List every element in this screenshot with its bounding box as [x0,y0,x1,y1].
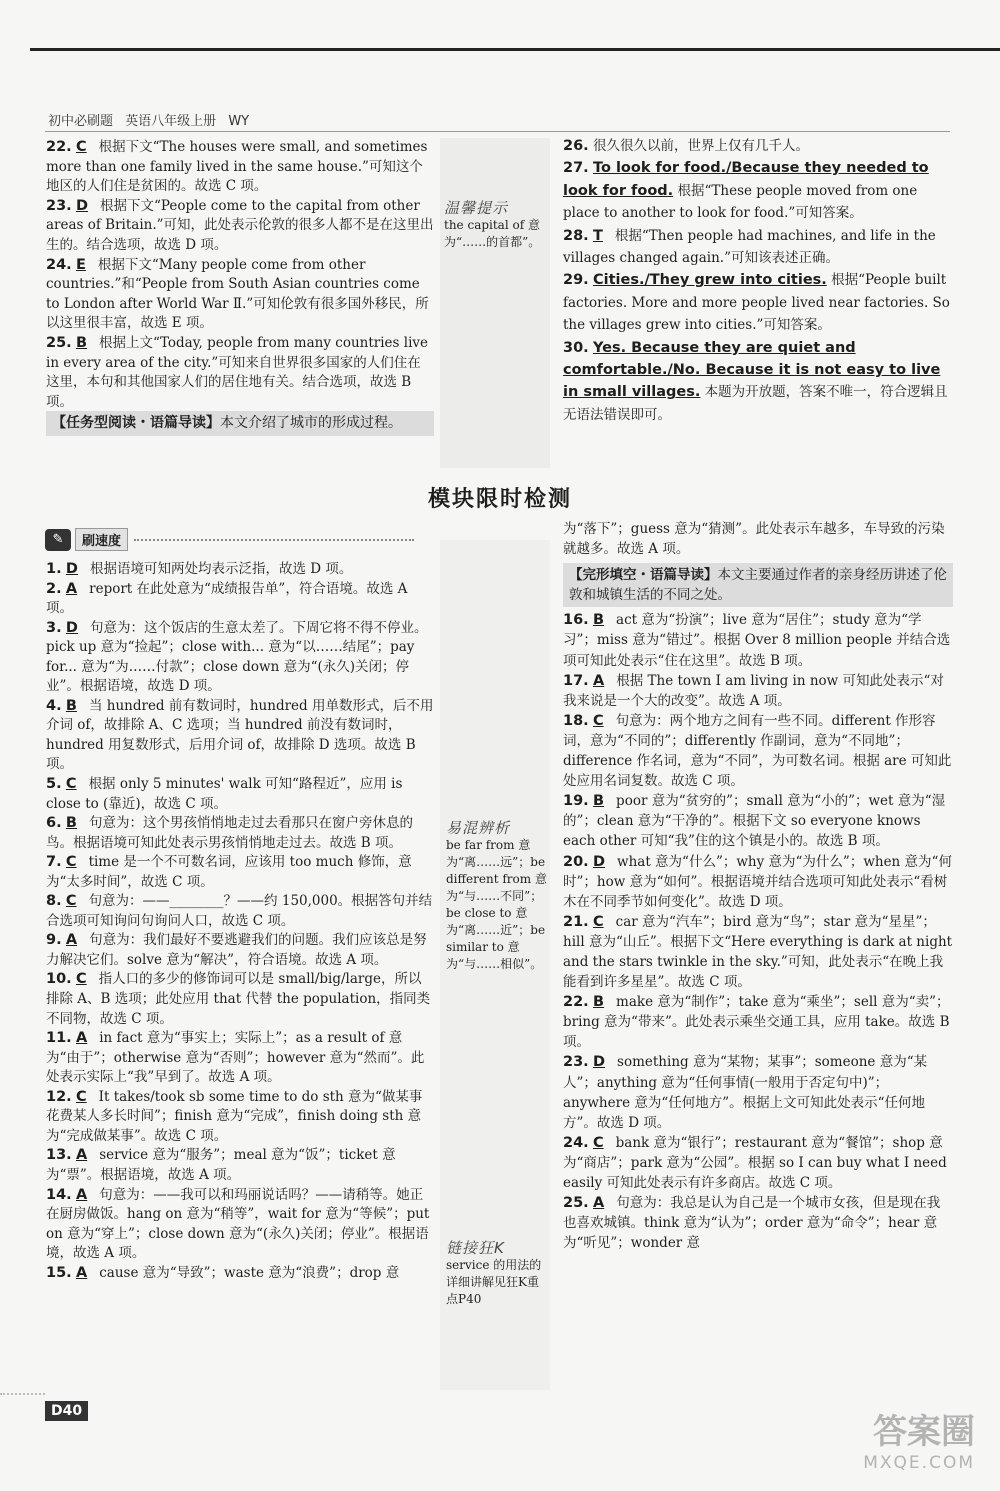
item-answer: D [592,853,606,870]
watermark-logo: 答案圈 [873,1412,975,1452]
item-number: 28. [563,227,589,244]
speed-badge [45,528,414,551]
cloze-guide-label: 【完形填空・语篇导读】 [569,567,718,584]
item-answer: C [65,854,77,871]
reading-guide [46,411,434,436]
item-explanation: in fact 意为“事实上；实际上”；as a result of 意为“由于”；otherwise 意为“否则”；however 意为“然而”。此处表示实际上“我”早到了。故选 A 项。 [46,1030,425,1086]
item-answer: A [592,1195,605,1212]
item-number: 10. [46,971,72,988]
item-answer: C [592,913,604,930]
tip-1 [444,200,546,251]
bottom-dots [0,1393,45,1395]
answer-item [46,853,434,892]
answer-item [563,135,953,157]
item-number: 26. [563,138,589,154]
cloze-guide-text: 本文主要通过作者的亲身经历讲述了伦敦和城镇生活的不同之处。 [569,567,947,604]
item-explanation: It takes/took sb some time to do sth 意为“做某事花费某人多长时间”；finish 意为“完成”，finish doing sth 意为“完成做某事”。故选 C 项。 [46,1088,423,1144]
item-explanation: 句意为：两个地方之间有一些不同。different 作形容词，意为“不同的”；differently 作副词，意为“不同地”；difference 作名词，意为“不同”，为可数名词。根据 are 可知此处应用名词复数。故选 C 项。 [563,712,952,790]
item-number: 24. [46,256,72,273]
item-number: 16. [563,612,589,629]
item-explanation: service 意为“服务”；meal 意为“饭”；ticket 意为“票”。根据语境，故选 A 项。 [46,1147,396,1183]
answer-item [563,610,953,670]
answer-item [563,852,953,912]
speed-badge-label: 刷速度 [75,528,128,551]
item-number: 4. [46,697,62,714]
answer-item [563,1193,953,1253]
top-rule [30,48,1000,51]
answer-item [46,1088,434,1147]
item-number: 23. [563,1054,589,1071]
item-explanation: 句意为：我们最好不要逃避我们的问题。我们应该总是努力解决它们。solve 意为“解决”，符合语境。故选 A 项。 [46,932,427,968]
tip-panel-1 [440,138,550,468]
section-title: 模块限时检测 [427,487,572,512]
item-number: 25. [563,1195,589,1212]
item-number: 25. [46,334,72,351]
watermark [863,1404,975,1473]
item-answer: A [75,1186,88,1203]
item-answer: D [65,619,78,636]
watermark-url: MXQE.COM [863,1453,975,1473]
item-answer: C [592,1134,604,1151]
item-number: 18. [563,712,589,729]
item-explanation: 根据“These people moved from one place to another to look for food.”可知答案。 [563,182,918,222]
bottom-right-column [563,519,953,1253]
item-explanation: 本题为开放题，答案不唯一，符合逻辑且无语法错误即可。 [563,384,948,423]
badge-dots [134,539,414,541]
item-number: 13. [46,1147,72,1164]
item-number: 14. [46,1186,72,1203]
answer-item [46,1264,434,1284]
item-explanation: bank 意为“银行”；restaurant 意为“餐馆”；shop 意为“商店”；park 意为“公园”。根据 so I can buy what I need easily 可知此处表示有许多商店。故选 C 项。 [563,1134,947,1191]
item-answer: B [592,994,605,1011]
item-explanation: 句意为：这个饭店的生意太差了。下周它将不得不停业。pick up 意为“捡起”；close with... 意为“以……结尾”；pay for... 意为“为……付款”；close down 意为“(永久)关闭；停业”。根据语境，故选 D 项。 [46,619,428,695]
answer-item [46,1146,434,1185]
item-explanation: 当 hundred 前有数词时，hundred 用单数形式，后不用介词 of，故排除 A、C 选项；当 hundred 前没有数词时，hundred 用复数形式，后用介词 of，故排除 D 选项。故选 B 项。 [46,697,434,773]
tip-3-heading: 链接狂K [446,1239,505,1257]
header-edition: WY [228,114,250,129]
item-explanation: car 意为“汽车”；bird 意为“鸟”；star 意为“星星”；hill 意为“山丘”。根据下文“Here everything is dark at night and the stars twinkle in the sky.”可知，此处表示“在晚上我能看到许多星星”。故选 C 项。 [563,913,953,991]
item-answer: D [592,1054,606,1071]
tip-1-text: the capital of 意为“……的首都”。 [444,218,541,249]
answer-item [46,931,434,970]
item-explanation: what 意为“什么”；why 意为“为什么”；when 意为“何时”；how 意为“如何”。根据语境并结合选项可知此处表示“看树木在不同季节如何变化”。故选 D 项。 [563,853,952,910]
answer-item [46,560,434,580]
item-number: 22. [46,139,72,155]
answer-item [563,992,953,1052]
answer-item [46,1186,434,1264]
item-explanation: act 意为“扮演”；live 意为“居住”；study 意为“学习”；miss 意为“错过”。根据 Over 8 million people 并结合选项可知此处表示“住在这里”。故选 B 项。 [563,612,951,669]
item-answer: C [75,139,87,155]
item-explanation: poor 意为“贫穷的”；small 意为“小的”；wet 意为“湿的”；clean 意为“干净的”。根据下文 so everyone knows each other 可知“我”住的这个镇是小的。故选 B 项。 [563,793,946,850]
item-answer: To look for food./Because they needed to look for food. [563,160,929,199]
item-answer: C [592,712,604,729]
cloze-intro: 为“落下”；guess 意为“猜测”。此处表示车越多，车导致的污染就越多。故选 A 项。 [563,521,945,558]
item-explanation: 句意为：我总是认为自己是一个城市女孩，但是现在我也喜欢城镇。think 意为“认为”；order 意为“命令”；hear 意为“听见”；wonder 意 [563,1195,941,1252]
header-subject: 英语八年级上册 [125,114,217,129]
item-number: 27. [563,160,589,177]
item-number: 1. [46,561,62,577]
item-number: 22. [563,994,589,1011]
item-explanation: 句意为：这个男孩悄悄地走过去看那只在窗户旁休息的鸟。根据语境可知此处表示男孩悄悄地走过去。故选 B 项。 [46,815,413,851]
header-book: 初中必刷题 [48,114,114,129]
tip-2 [446,820,550,973]
item-number: 6. [46,815,62,832]
item-explanation: 很久很久以前，世界上仅有几千人。 [592,138,809,154]
item-answer: C [65,893,77,910]
answer-item [46,775,434,814]
tip-3-text: service 的用法的详细讲解见狂K重点P40 [446,1258,542,1306]
item-answer: C [65,776,77,793]
cloze-answers [563,610,953,1253]
item-answer: A [75,1264,88,1281]
item-answer: T [592,227,603,244]
item-explanation: 根据上文“Today, people from many countries live in every area of the city.”可知来自世界很多国家的人们住在这里，本句和其他国家人们的居住地有关。结合选项，故选 B 项。 [46,334,429,410]
item-number: 9. [46,932,62,949]
answer-item [563,912,953,992]
item-explanation: 根据下文“The houses were small, and sometimes more than one family lived in the same house.”可知这个地区的人们住是贫困的。故选 C 项。 [46,139,428,195]
answer-item [563,711,953,791]
item-answer: Cities./They grew into cities. [592,272,827,289]
answer-item [46,697,434,775]
answer-item [46,1029,434,1088]
item-number: 20. [563,853,589,870]
item-number: 5. [46,776,62,793]
item-explanation: 指人口的多少的修饰词可以是 small/big/large，所以排除 A、B 选项；此处应用 that 代替 the population，指同类不同物，故选 C 项。 [46,971,431,1027]
item-answer: B [592,612,605,629]
item-explanation: 根据下文“People come to the capital from other areas of Britain.”可知，此处表示伦敦的很多人都不是在这里出生的。结合选项，故选 D 项。 [46,197,434,253]
item-explanation: 根据“People built factories. More and more people lived near factories. So the villages grew into cities.”可知答案。 [563,272,950,334]
item-answer: B [75,334,88,351]
item-answer: Yes. Because they are quiet and comfortable./No. Because it is not easy to live in small villages. [563,339,941,401]
top-right-column [563,135,953,426]
item-number: 23. [46,197,72,214]
item-number: 12. [46,1088,72,1105]
answer-item [46,970,434,1029]
answer-item [46,256,434,334]
item-answer: A [592,672,605,689]
item-explanation: cause 意为“导致”；waste 意为“浪费”；drop 意 [99,1264,400,1281]
answer-item [563,1052,953,1132]
item-explanation: 句意为：——我可以和玛丽说话吗？——请稍等。她正在厨房做饭。hang on 意为“稍等”，wait for 意为“等候”；put on 意为“穿上”；close down 意为“(永久)关闭；停业”。根据语境，故选 A 项。 [46,1186,430,1262]
answer-item [563,337,953,427]
item-explanation: 根据语境可知两处均表示泛指，故选 D 项。 [89,561,353,577]
cloze-guide [563,563,953,607]
answer-item [46,580,434,619]
item-number: 29. [563,272,589,289]
answer-item [46,814,434,853]
item-answer: A [75,1147,88,1164]
answer-item [46,334,434,412]
item-number: 3. [46,619,62,636]
item-explanation: 根据 only 5 minutes' walk 可知“路程近”，应用 is close to (靠近)，故选 C 项。 [46,776,403,812]
item-answer: C [75,971,87,988]
answer-item [563,157,953,224]
item-answer: B [592,793,605,810]
item-explanation: something 意为“某物；某事”；someone 意为“某人”；anything 意为“任何事情(一般用于否定句中)”；anywhere 意为“任何地方”。根据上文可知此处表示“任何地方”。故选 D 项。 [563,1054,928,1131]
item-explanation: time 是一个不可数名词，应该用 too much 修饰，意为“太多时间”，故选 C 项。 [46,854,412,890]
answer-item [563,791,953,851]
item-answer: A [65,932,78,949]
item-explanation: 根据 The town I am living in now 可知此处表示“对我来说是一个大的改变”。故选 A 项。 [563,672,944,709]
item-number: 24. [563,1134,589,1151]
tip-2-heading: 易混辨析 [446,819,511,837]
item-number: 11. [46,1030,72,1047]
tip-1-heading: 温馨提示 [444,199,509,217]
item-explanation: 根据“Then people had machines, and life in the villages changed again.”可知该表述正确。 [563,227,936,267]
item-number: 21. [563,913,589,930]
item-answer: E [75,256,86,273]
item-explanation: make 意为“制作”；take 意为“乘坐”；sell 意为“卖”；bring 意为“带来”。此处表示乘坐交通工具，应用 take。故选 B 项。 [563,994,950,1051]
item-answer: C [75,1088,87,1105]
answer-item [46,892,434,931]
item-answer: A [75,1030,88,1047]
item-number: 7. [46,854,62,871]
tip-2-text: be far from 意为“离……远”；be different from 意为“与……不同”；be close to 意为“离……近”；be similar to 意为“与……相似”。 [446,838,547,971]
item-number: 19. [563,793,589,810]
page-number: D40 [45,1401,88,1421]
bottom-left-column [46,560,434,1283]
item-number: 17. [563,672,589,689]
tip-3 [446,1240,550,1308]
answer-item [563,671,953,711]
answer-item [563,225,953,270]
header-rule [45,131,950,132]
answer-item [46,619,434,697]
top-left-column [46,138,434,412]
item-answer: A [65,580,78,597]
item-number: 15. [46,1264,72,1281]
item-number: 8. [46,893,62,910]
item-answer: D [75,197,89,214]
reading-guide-label: 【任务型阅读・语篇导读】 [52,415,220,431]
item-answer: D [65,561,78,577]
answer-item [46,138,434,197]
item-explanation: 根据下文“Many people come from other countries.”和“People from South Asian countries come to London after World War Ⅱ.”可知伦敦有很多国外移民，所以这里很丰富，故选 E 项。 [46,256,429,332]
answer-item [563,269,953,336]
answer-item [46,197,434,256]
item-explanation: 句意为：——________？——约 150,000。根据答句并结合选项可知询问句询问人口，故选 C 项。 [46,893,433,929]
page-header [48,110,257,129]
item-answer: B [65,697,77,714]
pencil-icon: ✎ [45,529,71,551]
reading-guide-text: 本文介绍了城市的形成过程。 [220,415,402,431]
item-number: 2. [46,580,62,597]
answer-item [563,1133,953,1193]
item-explanation: report 在此处意为“成绩报告单”，符合语境。故选 A 项。 [46,580,408,617]
item-number: 30. [563,339,589,356]
item-answer: B [65,815,77,832]
